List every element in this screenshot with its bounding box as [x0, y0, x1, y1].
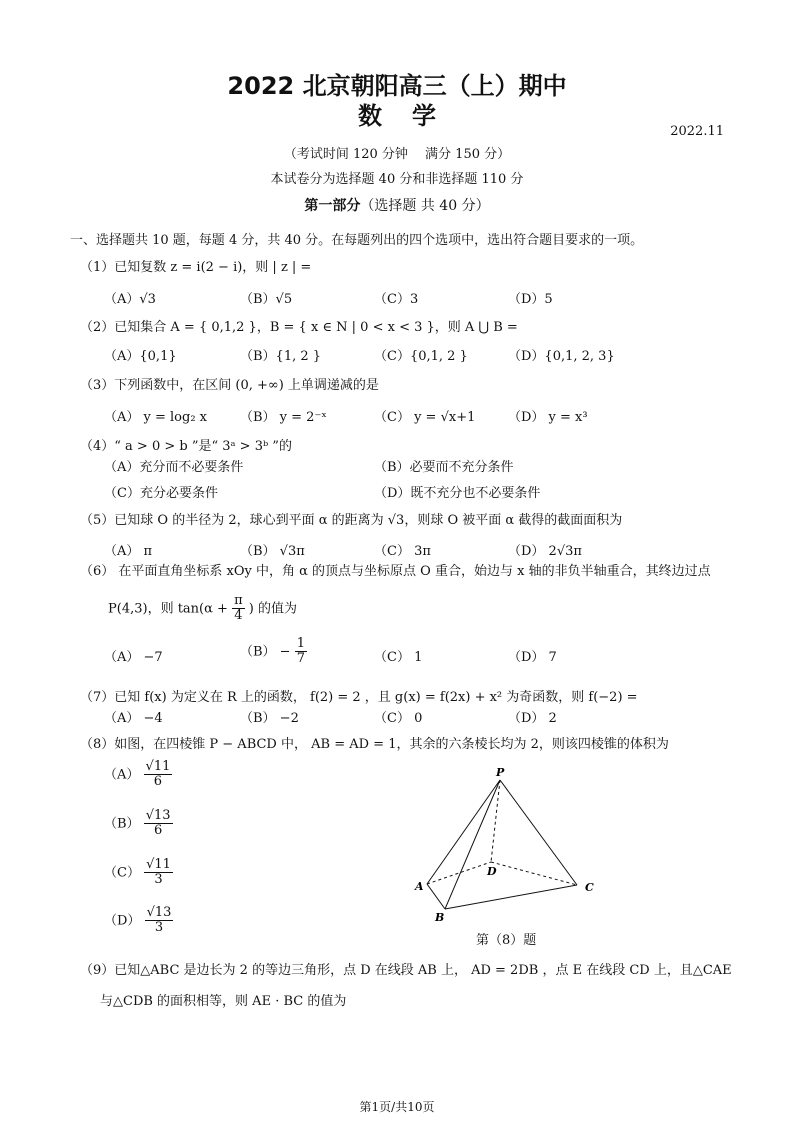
option-label: （A）: [104, 767, 140, 783]
vertex-label-c: C: [585, 881, 594, 894]
question-8-option-c: [104, 858, 173, 888]
fraction-denominator: 7: [296, 651, 306, 667]
vertex-label-p: P: [496, 766, 505, 779]
edge-ad-hidden: [427, 862, 491, 884]
question-5-stem: （5）已知球 O 的半径为 2，球心到平面 α 的距离为 √3，则球 O 被平面 α 截得的截面面积为: [80, 513, 623, 528]
question-6-stem: （6） 在平面直角坐标系 xOy 中，角 α 的顶点与坐标原点 O 重合，始边与 x 轴的非负半轴重合，其终边过点: [80, 564, 711, 579]
exam-structure: 本试卷分为选择题 40 分和非选择题 110 分: [270, 172, 524, 187]
question-7-option-a: （A） −4: [104, 711, 163, 726]
question-4-option-c: （C）充分必要条件: [104, 486, 218, 501]
option-label: （C）: [104, 865, 140, 881]
question-7-option-d: （D） 2: [508, 711, 557, 726]
fraction-denominator: 3: [154, 920, 164, 936]
question-4-stem: （4）“ a > 0 > b ”是“ 3ᵃ > 3ᵇ ”的: [80, 439, 292, 454]
part-heading: [0, 195, 794, 215]
question-3-option-a: （A） y = log₂ x: [104, 410, 208, 425]
fraction-denominator: 3: [154, 872, 163, 888]
question-2-stem: （2）已知集合 A = { 0,1,2 }，B = { x ∈ N | 0 < x < 3 }，则 A ⋃ B =: [80, 320, 518, 335]
question-2-option-c: （C）{0,1, 2 }: [374, 349, 468, 364]
exam-info: （考试时间 120 分钟 满分 150 分）: [283, 147, 511, 162]
question-1-option-b: （B）√5: [240, 292, 293, 307]
question-1-option-a: （A）√3: [104, 292, 156, 307]
edge-pb: [445, 780, 500, 909]
question-5-option-c: （C） 3π: [374, 544, 431, 559]
question-4-option-a: （A）充分而不必要条件: [104, 460, 244, 475]
question-9-stem-line2: 与△CDB 的面积相等，则 AE · BC 的值为: [100, 994, 347, 1009]
question-6-option-a: （A） −7: [104, 650, 163, 665]
fraction-numerator: √11: [146, 857, 171, 872]
vertex-label-d: D: [487, 865, 497, 878]
question-4-option-d: （D）既不充分也不必要条件: [374, 486, 541, 501]
edge-ab: [427, 884, 445, 909]
edge-bc: [445, 885, 577, 909]
fraction-denominator: 4: [234, 608, 243, 624]
fraction-numerator: √11: [145, 759, 171, 774]
page-number: 第1页/共10页: [359, 1100, 435, 1114]
option-label: （B）: [104, 816, 140, 832]
fraction-numerator: √13: [146, 905, 172, 920]
question-6-stem-part2: ) 的值为: [248, 601, 297, 617]
figure-caption: 第（8）题: [476, 933, 537, 948]
question-7-stem: （7）已知 f(x) 为定义在 R 上的函数， f(2) = 2 ，且 g(x) = f(2x) + x² 为奇函数，则 f(−2) =: [80, 690, 638, 705]
question-9-stem: （9）已知△ABC 是边长为 2 的等边三角形，点 D 在线段 AB 上， AD = 2DB ，点 E 在线段 CD 上，且△CAE: [80, 963, 732, 978]
question-1-option-d: （D）5: [508, 292, 553, 307]
question-3-option-d: （D） y = x³: [508, 410, 588, 425]
part-note: （选择题 共 40 分）: [360, 198, 490, 214]
section-intro: 一、选择题共 10 题，每题 4 分，共 40 分。在每题列出的四个选项中，选出符合题目要求的一项。: [70, 233, 644, 248]
question-6-stem-part1: P(4,3)，则 tan(α +: [108, 601, 228, 617]
fraction-numerator: π: [234, 593, 243, 608]
option-fraction: [144, 858, 173, 888]
pyramid-figure: [405, 762, 605, 930]
option-label: （D）: [104, 913, 141, 929]
question-6-option-b: [240, 637, 307, 667]
question-8-option-b: [104, 809, 173, 839]
fraction-denominator: 6: [153, 823, 163, 839]
fraction-numerator: 1: [296, 636, 306, 651]
question-3-stem: （3）下列函数中，在区间 (0, +∞) 上单调递减的是: [80, 378, 379, 393]
option-b-label: （B） −: [240, 644, 291, 660]
question-6-option-d: （D） 7: [508, 650, 557, 665]
option-fraction: [145, 906, 174, 936]
question-2-option-a: （A）{0,1}: [104, 349, 177, 364]
edge-pd-hidden: [491, 780, 500, 862]
question-1-option-c: （C）3: [374, 292, 419, 307]
question-6-stem-line2: [108, 594, 297, 624]
vertex-label-a: A: [415, 880, 424, 893]
question-5-option-d: （D） 2√3π: [508, 544, 582, 559]
question-6-option-c: （C） 1: [374, 650, 423, 665]
fraction-numerator: √13: [145, 808, 171, 823]
question-1-stem: （1）已知复数 z = i(2 − i)，则 | z | =: [80, 260, 312, 275]
fraction-denominator: 6: [153, 774, 163, 790]
pi-over-4-fraction: [232, 594, 245, 624]
question-4-option-b: （B）必要而不充分条件: [374, 460, 514, 475]
question-5-option-a: （A） π: [104, 544, 153, 559]
question-3-option-c: （C） y = √x+1: [374, 410, 476, 425]
question-3-option-b: （B） y = 2⁻ˣ: [240, 410, 327, 425]
exam-date: 2022.11: [670, 124, 724, 139]
question-5-option-b: （B） √3π: [240, 544, 305, 559]
question-7-option-b: （B） −2: [240, 711, 299, 726]
part-title: 第一部分: [304, 198, 361, 214]
option-fraction: [144, 809, 173, 839]
question-8-stem: （8）如图，在四棱锥 P − ABCD 中， AB = AD = 1，其余的六条棱长均为 2，则该四棱锥的体积为: [80, 737, 669, 752]
edge-pc: [500, 780, 577, 885]
negative-one-seventh-fraction: [295, 637, 307, 667]
edge-dc-hidden: [491, 862, 577, 885]
question-8-option-a: [104, 760, 172, 790]
subject-title: 数学: [358, 102, 466, 130]
question-2-option-b: （B）{1, 2 }: [240, 349, 322, 364]
vertex-label-b: B: [435, 911, 445, 924]
question-2-option-d: （D）{0,1, 2, 3}: [508, 349, 615, 364]
option-fraction: [144, 760, 173, 790]
question-8-option-d: [104, 906, 173, 936]
page-title: 2022 北京朝阳高三（上）期中: [227, 72, 567, 100]
question-7-option-c: （C） 0: [374, 711, 423, 726]
